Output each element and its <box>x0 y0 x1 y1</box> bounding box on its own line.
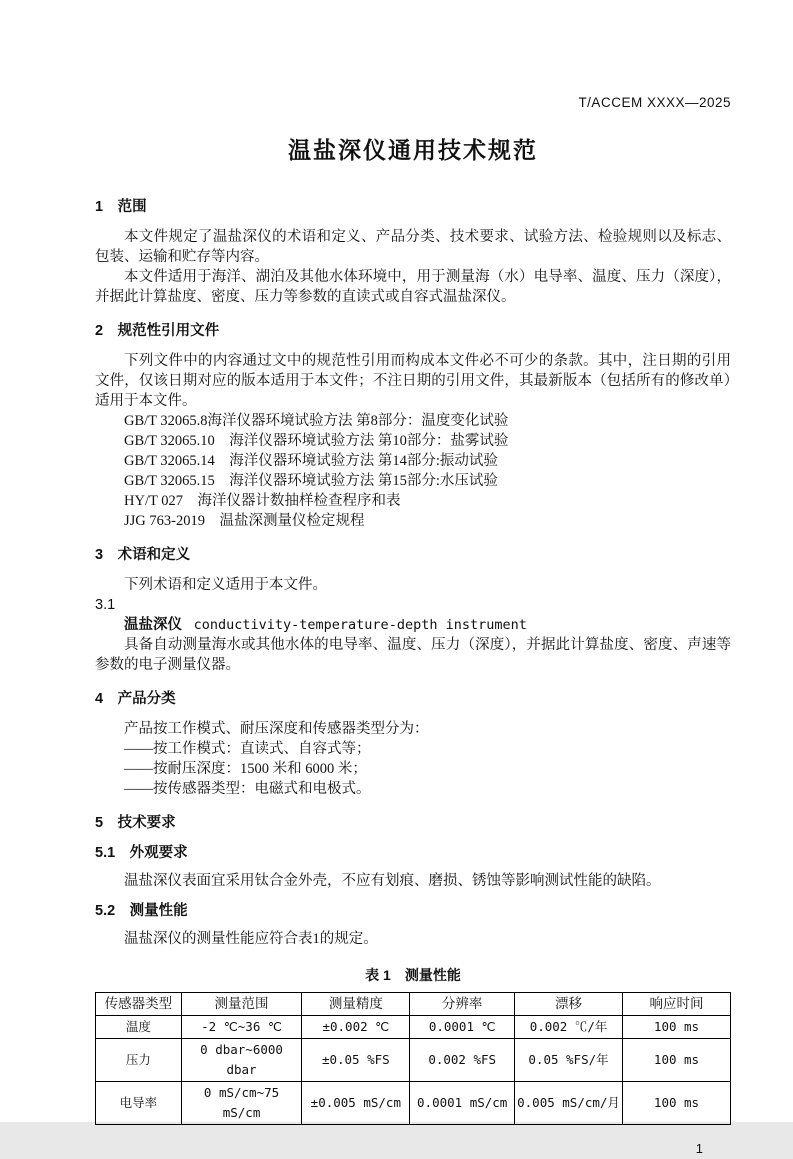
term-definition: 具备自动测量海水或其他水体的电导率、温度、压力（深度），并据此计算盐度、密度、声速等参数的电子测量仪器。 <box>95 637 731 673</box>
section-2-paragraph-1: 下列文件中的内容通过文中的规范性引用而构成本文件必不可少的条款。其中，注日期的引用文件，仅该日期对应的版本适用于本文件；不注日期的引用文件，其最新版本（包括所有的修改单）适用于本文件。 <box>95 353 731 409</box>
section-2-heading: 2 规范性引用文件 <box>95 323 220 339</box>
normative-reference-6: JJG 763-2019 温盐深测量仪检定规程 <box>124 513 365 529</box>
cell-temperature-type: 温度 <box>96 1016 182 1039</box>
standard-reference-number: T/ACCEM XXXX—2025 <box>578 95 731 110</box>
cell-temperature-drift: 0.002 ℃/年 <box>515 1016 623 1039</box>
section-1-paragraph-1: 本文件规定了温盐深仪的术语和定义、产品分类、技术要求、试验方法、检验规则以及标志、包装、运输和贮存等内容。 <box>95 229 731 265</box>
page-content <box>95 0 731 1159</box>
col-header-measure-accuracy: 测量精度 <box>302 993 410 1016</box>
cell-temperature-response: 100 ms <box>623 1016 731 1039</box>
cell-pressure-range: 0 dbar~6000 dbar <box>181 1039 302 1082</box>
section-4-intro: 产品按工作模式、耐压深度和传感器类型分为： <box>124 721 429 737</box>
cell-pressure-drift: 0.05 %FS/年 <box>515 1039 623 1082</box>
section-1-heading: 1 范围 <box>95 199 147 215</box>
cell-pressure-resolution: 0.002 %FS <box>410 1039 515 1082</box>
section-5-2-body: 温盐深仪的测量性能应符合表1的规定。 <box>124 931 378 947</box>
cell-pressure-accuracy: ±0.05 %FS <box>302 1039 410 1082</box>
col-header-resolution: 分辨率 <box>410 993 515 1016</box>
classification-item-3: ——按传感器类型：电磁式和电极式。 <box>124 781 371 797</box>
term-entry-line <box>95 615 731 635</box>
term-entry-number: 3.1 <box>95 597 116 613</box>
document-title: 温盐深仪通用技术规范 <box>288 137 538 163</box>
cell-pressure-response: 100 ms <box>623 1039 731 1082</box>
page-number: 1 <box>695 1141 703 1156</box>
cell-temperature-resolution: 0.0001 ℃ <box>410 1016 515 1039</box>
section-5-2-heading: 5.2 测量性能 <box>95 903 188 919</box>
section-5-1-heading: 5.1 外观要求 <box>95 845 188 861</box>
cell-conductivity-response: 100 ms <box>623 1082 731 1125</box>
cell-conductivity-resolution: 0.0001 mS/cm <box>410 1082 515 1125</box>
table-1-caption: 表 1 测量性能 <box>365 967 461 983</box>
cell-temperature-accuracy: ±0.002 ℃ <box>302 1016 410 1039</box>
table-header-row <box>96 993 731 1016</box>
section-5-heading: 5 技术要求 <box>95 815 176 831</box>
term-english: conductivity-temperature-depth instrument <box>193 617 527 633</box>
normative-reference-5: HY/T 027 海洋仪器计数抽样检查程序和表 <box>124 493 401 509</box>
section-5-1-body: 温盐深仪表面宜采用钛合金外壳，不应有划痕、磨损、锈蚀等影响测试性能的缺陷。 <box>124 873 661 889</box>
table-row-temperature <box>96 1016 731 1039</box>
normative-reference-4: GB/T 32065.15 海洋仪器环境试验方法 第15部分:水压试验 <box>124 473 498 489</box>
col-header-drift: 漂移 <box>515 993 623 1016</box>
cell-conductivity-accuracy: ±0.005 mS/cm <box>302 1082 410 1125</box>
normative-reference-3: GB/T 32065.14 海洋仪器环境试验方法 第14部分:振动试验 <box>124 453 498 469</box>
section-3-heading: 3 术语和定义 <box>95 547 191 563</box>
cell-temperature-range: -2 ℃~36 ℃ <box>181 1016 302 1039</box>
cell-pressure-type: 压力 <box>96 1039 182 1082</box>
section-3-intro: 下列术语和定义适用于本文件。 <box>124 577 327 593</box>
table-row-pressure <box>96 1039 731 1082</box>
classification-item-2: ——按耐压深度：1500 米和 6000 米； <box>124 761 367 777</box>
cell-conductivity-range: 0 mS/cm~75 mS/cm <box>181 1082 302 1125</box>
cell-conductivity-type: 电导率 <box>96 1082 182 1125</box>
normative-reference-2: GB/T 32065.10 海洋仪器环境试验方法 第10部分：盐雾试验 <box>124 433 509 449</box>
measurement-performance-table <box>95 992 731 1125</box>
section-4-heading: 4 产品分类 <box>95 691 176 707</box>
normative-reference-1: GB/T 32065.8海洋仪器环境试验方法 第8部分：温度变化试验 <box>124 413 509 429</box>
term-chinese: 温盐深仪 <box>124 617 182 633</box>
col-header-response-time: 响应时间 <box>623 993 731 1016</box>
section-1-paragraph-2: 本文件适用于海洋、湖泊及其他水体环境中，用于测量海（水）电导率、温度、压力（深度），并据此计算盐度、密度、压力等参数的直读式或自容式温盐深仪。 <box>95 269 731 305</box>
col-header-measure-range: 测量范围 <box>181 993 302 1016</box>
classification-item-1: ——按工作模式：直读式、自容式等； <box>124 741 371 757</box>
cell-conductivity-drift: 0.005 mS/cm/月 <box>515 1082 623 1125</box>
table-row-conductivity <box>96 1082 731 1125</box>
col-header-sensor-type: 传感器类型 <box>96 993 182 1016</box>
